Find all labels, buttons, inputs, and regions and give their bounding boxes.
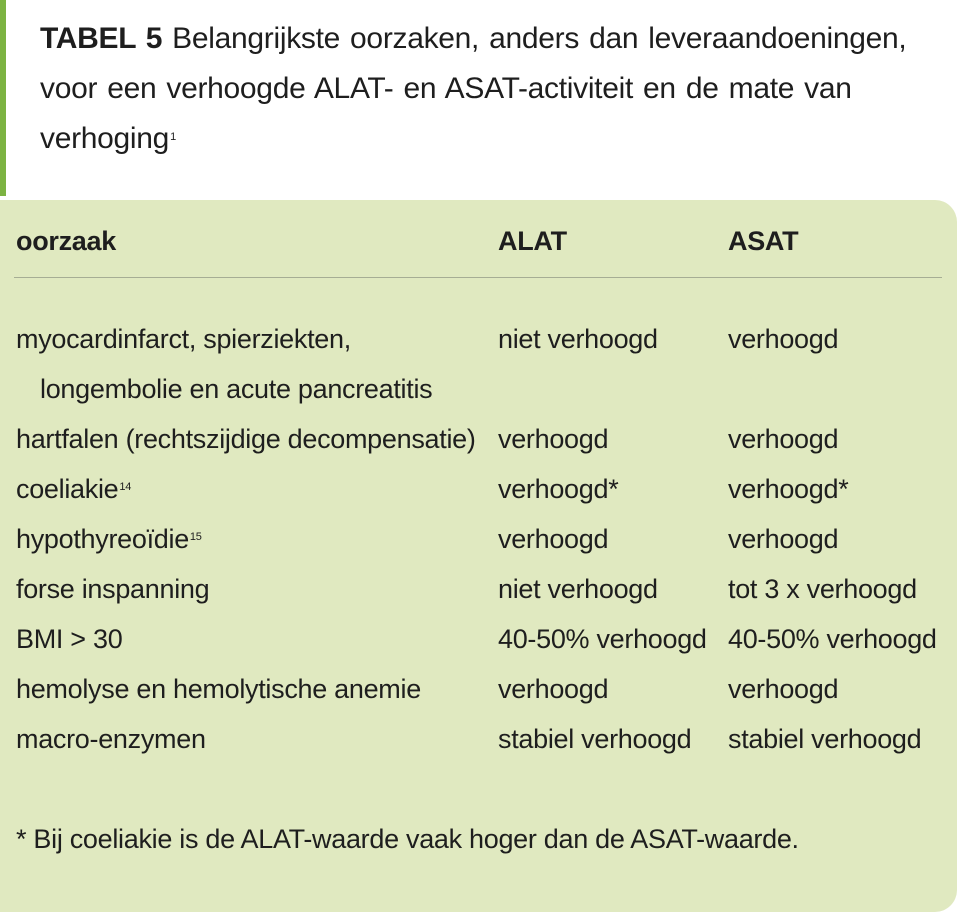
row-alat: niet verhoogd bbox=[498, 324, 658, 354]
row-alat: verhoogd bbox=[498, 424, 609, 454]
row-alat: stabiel verhoogd bbox=[498, 724, 692, 754]
row-cause: macro-enzymen bbox=[16, 724, 206, 754]
row-cause: forse inspanning bbox=[16, 574, 210, 604]
row-asat: verhoogd bbox=[728, 424, 839, 454]
header-divider bbox=[14, 277, 942, 278]
table-title-text: Belangrijkste oorzaken, anders dan leveraandoeningen, voor een verhoogde ALAT- en ASAT-activiteit en de mate van verhoging bbox=[40, 22, 907, 155]
row-cause: coeliakie bbox=[16, 474, 119, 504]
table-panel bbox=[0, 200, 957, 912]
row-cause: myocardinfarct, spierziekten, bbox=[16, 324, 351, 354]
row-alat: verhoogd bbox=[498, 674, 609, 704]
row-asat: stabiel verhoogd bbox=[728, 724, 922, 754]
row-asat: verhoogd* bbox=[728, 474, 849, 504]
row-cause: BMI > 30 bbox=[16, 624, 123, 654]
header-asat: ASAT bbox=[728, 226, 799, 256]
row-cause-continuation: longembolie en acute pancreatitis bbox=[40, 374, 433, 404]
title-reference: 1 bbox=[170, 131, 176, 143]
row-alat: 40-50% verhoogd bbox=[498, 624, 707, 654]
row-asat: verhoogd bbox=[728, 324, 839, 354]
accent-bar bbox=[0, 0, 6, 196]
row-reference: 15 bbox=[189, 531, 202, 543]
row-asat: 40-50% verhoogd bbox=[728, 624, 937, 654]
table-footnote: * Bij coeliakie is de ALAT-waarde vaak hoger dan de ASAT-waarde. bbox=[16, 824, 799, 854]
row-cause-cell bbox=[16, 464, 131, 514]
row-asat: verhoogd bbox=[728, 674, 839, 704]
row-cause: hypothyreoïdie bbox=[16, 524, 189, 554]
header-cause: oorzaak bbox=[16, 226, 116, 256]
header-alat: ALAT bbox=[498, 226, 567, 256]
row-alat: niet verhoogd bbox=[498, 574, 658, 604]
table-label: TABEL 5 bbox=[40, 22, 163, 55]
row-cause-cell bbox=[16, 514, 202, 564]
row-alat: verhoogd* bbox=[498, 474, 619, 504]
table-title bbox=[40, 14, 940, 164]
row-alat: verhoogd bbox=[498, 524, 609, 554]
row-asat: verhoogd bbox=[728, 524, 839, 554]
row-asat: tot 3 x verhoogd bbox=[728, 574, 917, 604]
row-cause: hemolyse en hemolytische anemie bbox=[16, 674, 421, 704]
row-cause: hartfalen (rechtszijdige decompensatie) bbox=[16, 424, 476, 454]
row-reference: 14 bbox=[119, 481, 132, 493]
